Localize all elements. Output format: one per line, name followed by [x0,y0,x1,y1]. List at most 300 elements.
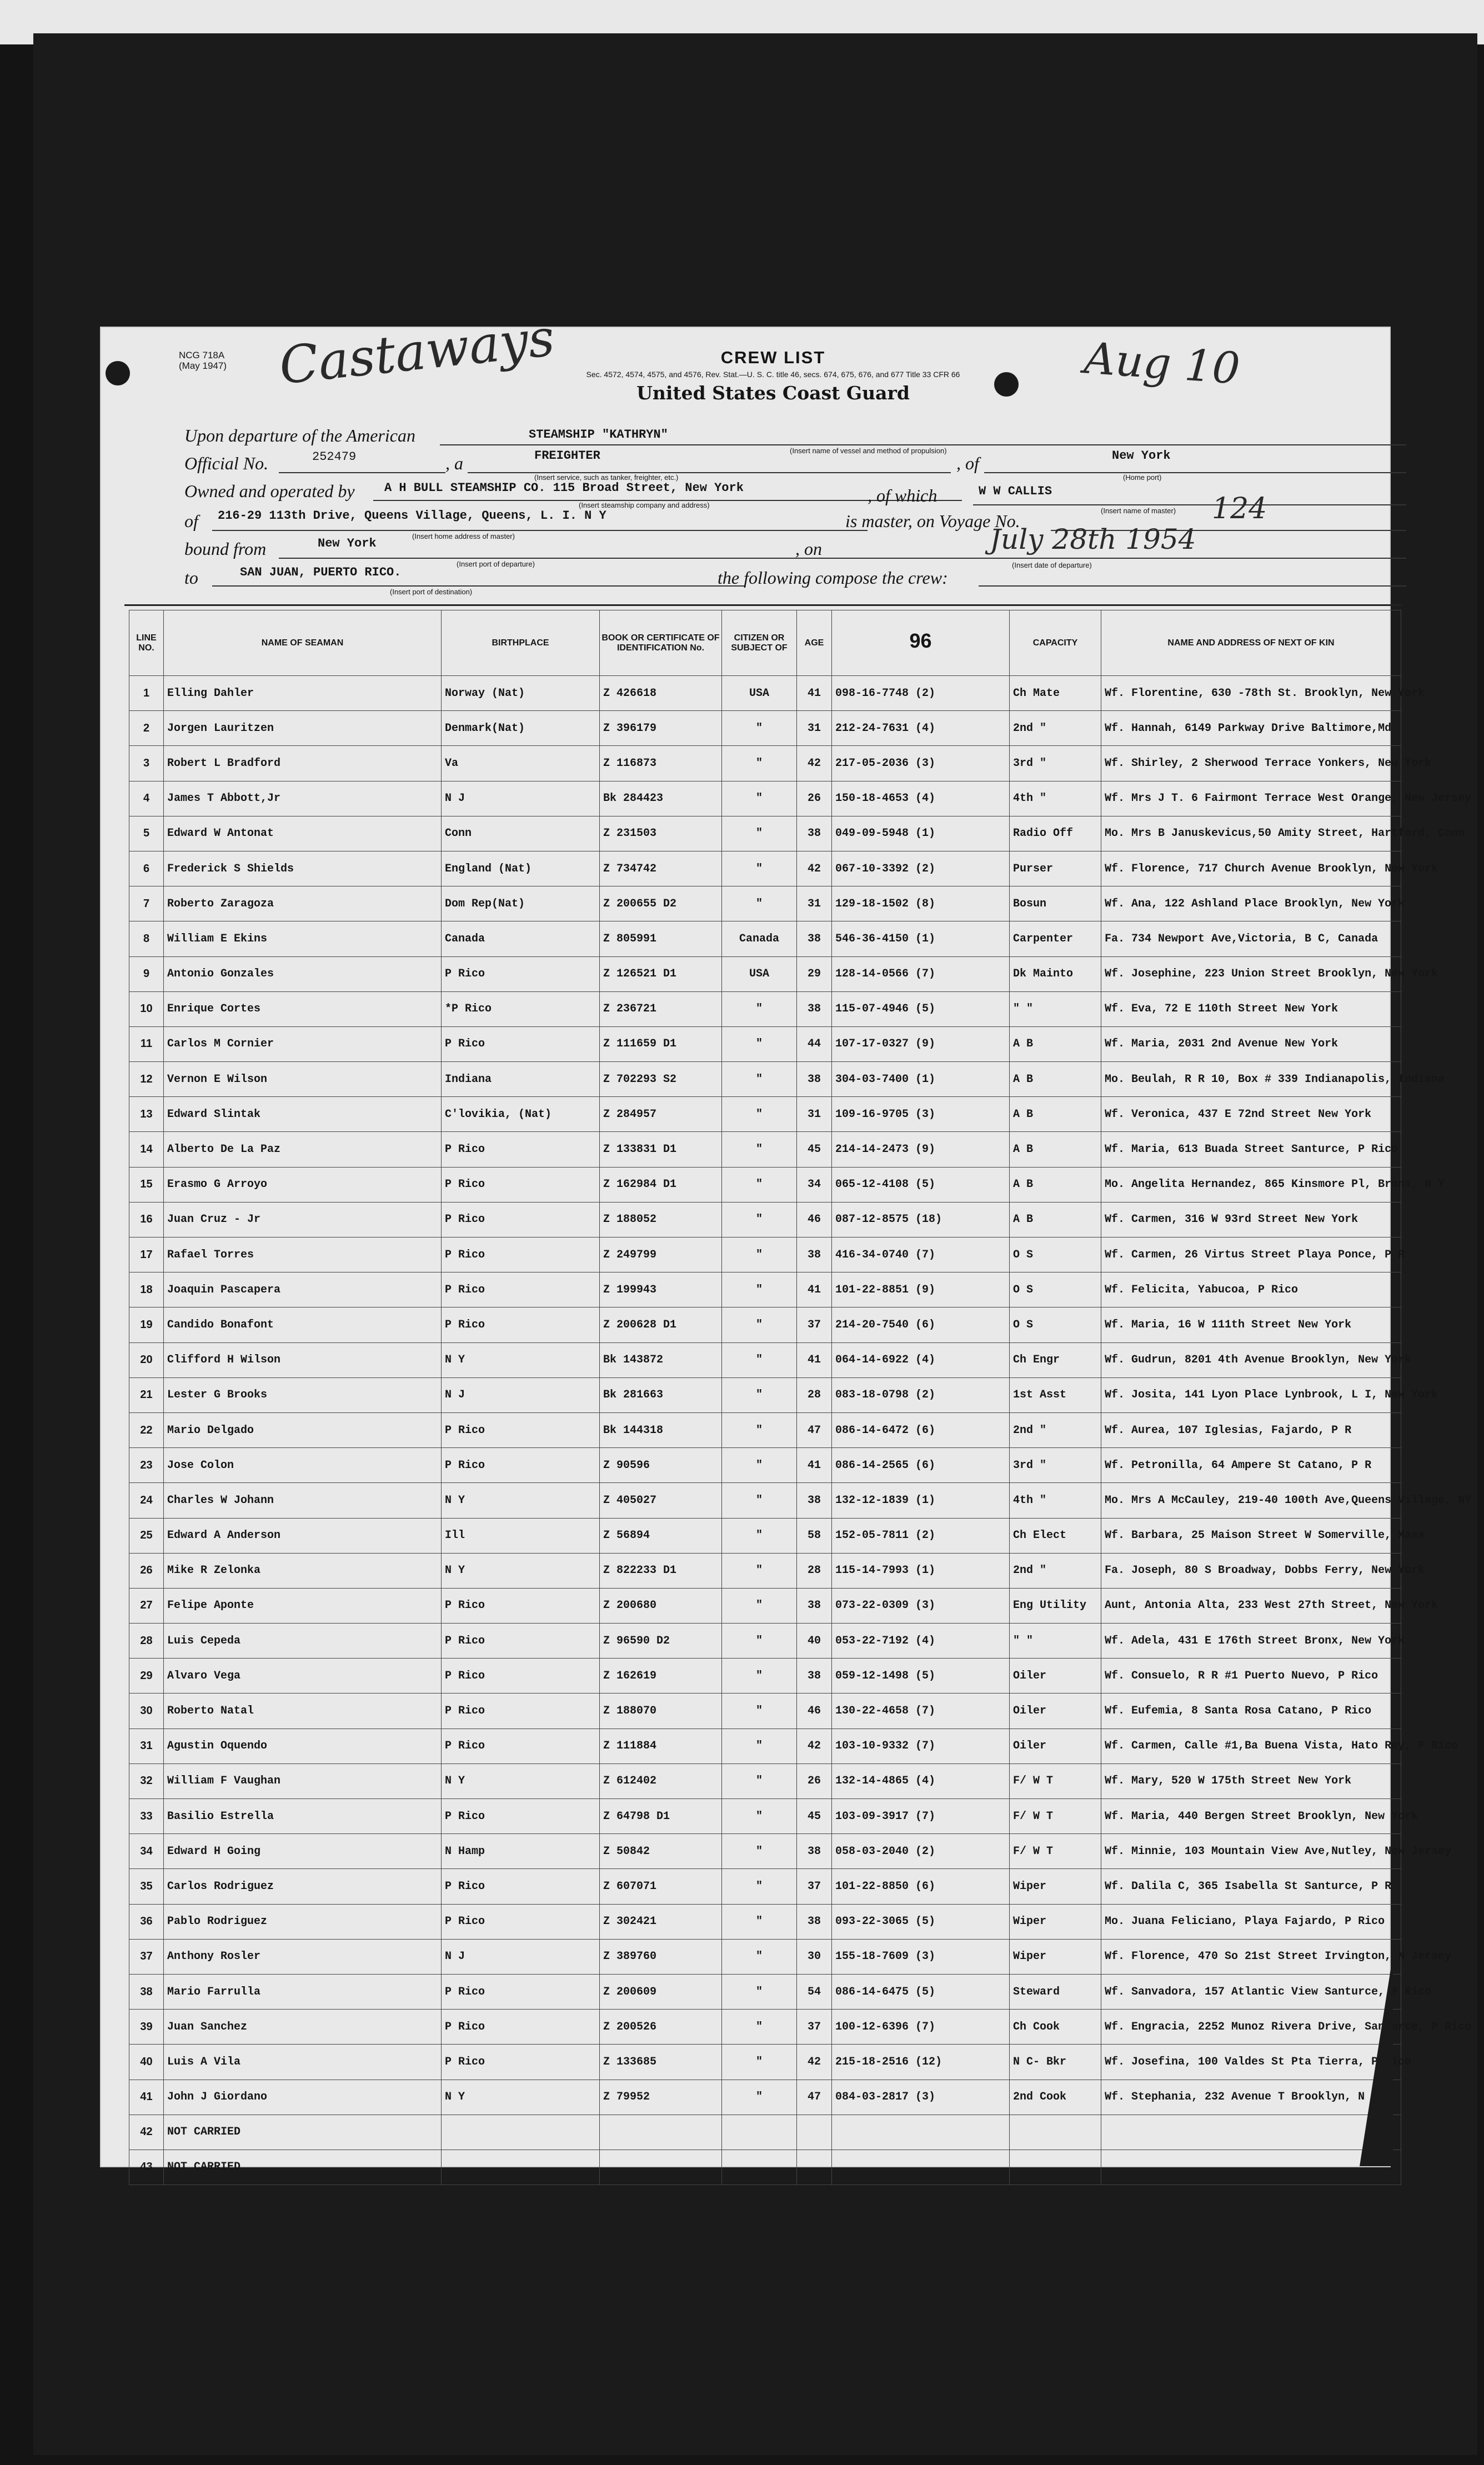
table-row [129,2115,1401,2150]
discharge-number: 152-05-7811 (2) [832,1518,1010,1553]
certificate-number: Z 200526 [600,2010,722,2045]
capacity: Purser [1010,851,1101,886]
line-number: 11 [129,1026,164,1061]
table-row [129,956,1401,991]
discharge-number: 101-22-8851 (9) [832,1272,1010,1307]
discharge-number: 109-16-9705 (3) [832,1097,1010,1132]
col-name: NAME OF SEAMAN [164,610,442,676]
age: 37 [797,1307,832,1342]
next-of-kin: Wf. Maria, 2031 2nd Avenue New York [1101,1026,1401,1061]
capacity: Ch Cook [1010,2010,1101,2045]
certificate-number: Z 607071 [600,1869,722,1904]
table-row [129,711,1401,746]
discharge-number: 107-17-0327 (9) [832,1026,1010,1061]
seaman-name: Luis Cepeda [164,1624,442,1659]
citizenship: " [722,1659,797,1694]
certificate-number: Z 426618 [600,676,722,711]
table-row [129,1659,1401,1694]
age: 26 [797,781,832,816]
birthplace: N J [442,1377,600,1412]
table-header-row [129,610,1401,676]
age: 38 [797,1237,832,1272]
citizenship [722,2115,797,2150]
line-number: 42 [129,2115,164,2150]
capacity: Carpenter [1010,921,1101,956]
age [797,2150,832,2185]
citizenship: " [722,1553,797,1588]
line-number: 4 [129,781,164,816]
certificate-number: Bk 281663 [600,1377,722,1412]
capacity: Oiler [1010,1659,1101,1694]
seaman-name: Luis A Vila [164,2045,442,2080]
vessel-name: STEAMSHIP "KATHRYN" [529,428,668,442]
line-number: 14 [129,1132,164,1167]
certificate-number: Z 200628 D1 [600,1307,722,1342]
col-discharge [832,610,1010,676]
next-of-kin: Mo. Juana Feliciano, Playa Fajardo, P Rico [1101,1904,1401,1939]
capacity: Wiper [1010,1869,1101,1904]
seaman-name: Carlos Rodriguez [164,1869,442,1904]
birthplace: P Rico [442,1659,600,1694]
citizenship: " [722,1694,797,1728]
certificate-number: Z 126521 D1 [600,956,722,991]
seaman-name: Juan Sanchez [164,2010,442,2045]
birthplace: P Rico [442,1307,600,1342]
next-of-kin: Wf. Shirley, 2 Sherwood Terrace Yonkers, New York [1101,746,1401,781]
next-of-kin: Wf. Sanvadora, 157 Atlantic View Santurce, P Rico [1101,1974,1401,2009]
discharge-number [832,2150,1010,2185]
seaman-name: Joaquin Pascapera [164,1272,442,1307]
next-of-kin: Wf. Josita, 141 Lyon Place Lynbrook, L I, New York [1101,1377,1401,1412]
capacity: Ch Elect [1010,1518,1101,1553]
birthplace: Va [442,746,600,781]
next-of-kin: Wf. Mary, 520 W 175th Street New York [1101,1763,1401,1798]
seaman-name: Edward W Antonat [164,816,442,851]
line-number: 26 [129,1553,164,1588]
table-row [129,1202,1401,1237]
seaman-name: Juan Cruz - Jr [164,1202,442,1237]
line-number: 12 [129,1062,164,1097]
next-of-kin: Mo. Angelita Hernandez, 865 Kinsmore Pl, Bronx, N Y [1101,1167,1401,1202]
birthplace: N Y [442,1342,600,1377]
certificate-number: Z 612402 [600,1763,722,1798]
age: 31 [797,886,832,921]
line-number: 22 [129,1412,164,1447]
table-row [129,1728,1401,1763]
form-title: CREW LIST [720,348,826,367]
age: 47 [797,1412,832,1447]
birthplace: *P Rico [442,991,600,1026]
age: 38 [797,1062,832,1097]
seaman-name: Felipe Aponte [164,1588,442,1623]
next-of-kin: Fa. 734 Newport Ave,Victoria, B C, Canada [1101,921,1401,956]
capacity: Ch Mate [1010,676,1101,711]
table-row [129,1763,1401,1798]
certificate-number: Z 188052 [600,1202,722,1237]
birthplace: P Rico [442,1694,600,1728]
next-of-kin: Mo. Mrs A McCauley, 219-40 100th Ave,Queens Village, NY [1101,1483,1401,1518]
capacity: Wiper [1010,1904,1101,1939]
col-birthplace: BIRTHPLACE [442,610,600,676]
discharge-number: 086-14-2565 (6) [832,1448,1010,1483]
citizenship: " [722,1272,797,1307]
table-row [129,781,1401,816]
age: 54 [797,1974,832,2009]
discharge-number: 101-22-8850 (6) [832,1869,1010,1904]
seaman-name: Enrique Cortes [164,991,442,1026]
table-row [129,1342,1401,1377]
birthplace: P Rico [442,1272,600,1307]
certificate-number: Z 133831 D1 [600,1132,722,1167]
table-row [129,2010,1401,2045]
certificate-number: Z 188070 [600,1694,722,1728]
line-number: 20 [129,1342,164,1377]
age: 29 [797,956,832,991]
discharge-number: 304-03-7400 (1) [832,1062,1010,1097]
age: 41 [797,1272,832,1307]
next-of-kin: Wf. Maria, 440 Bergen Street Brooklyn, New York [1101,1799,1401,1834]
line-number: 29 [129,1659,164,1694]
capacity: Eng Utility [1010,1588,1101,1623]
age: 44 [797,1026,832,1061]
table-row [129,746,1401,781]
certificate-number: Bk 144318 [600,1412,722,1447]
punch-hole-left [106,361,130,385]
capacity [1010,2115,1101,2150]
crew-table [129,610,1472,2185]
birthplace: P Rico [442,1588,600,1623]
table-row [129,991,1401,1026]
seaman-name: Edward Slintak [164,1097,442,1132]
capacity: 4th " [1010,1483,1101,1518]
birthplace: P Rico [442,1132,600,1167]
birthplace: Dom Rep(Nat) [442,886,600,921]
age: 30 [797,1939,832,1974]
line-number: 8 [129,921,164,956]
master-address: 216-29 113th Drive, Queens Village, Queens, L. I. N Y [218,509,606,523]
next-of-kin: Wf. Josephine, 223 Union Street Brooklyn, New York [1101,956,1401,991]
table-row [129,1483,1401,1518]
citizenship: " [722,2045,797,2080]
line-number: 16 [129,1202,164,1237]
crew-count: 96 [909,629,932,652]
discharge-number: 084-03-2817 (3) [832,2080,1010,2115]
certificate-number: Z 116873 [600,746,722,781]
certificate-number: Z 236721 [600,991,722,1026]
age: 40 [797,1624,832,1659]
seaman-name: Charles W Johann [164,1483,442,1518]
table-row [129,1869,1401,1904]
col-capacity: CAPACITY [1010,610,1101,676]
capacity: A B [1010,1167,1101,1202]
certificate-number: Bk 143872 [600,1342,722,1377]
table-row [129,1097,1401,1132]
next-of-kin: Wf. Adela, 431 E 176th Street Bronx, New York [1101,1624,1401,1659]
citizenship: " [722,1062,797,1097]
handwritten-note-left: Castaways [276,308,558,396]
next-of-kin: Wf. Engracia, 2252 Munoz Rivera Drive, Santurce, P Rico [1101,2010,1401,2045]
discharge-number: 058-03-2040 (2) [832,1834,1010,1869]
capacity: A B [1010,1062,1101,1097]
citizenship: " [722,1377,797,1412]
discharge-number: 086-14-6472 (6) [832,1412,1010,1447]
citizenship: " [722,1834,797,1869]
discharge-number: 150-18-4653 (4) [832,781,1010,816]
age: 41 [797,1342,832,1377]
line-number: 32 [129,1763,164,1798]
citizenship: USA [722,956,797,991]
table-row [129,886,1401,921]
capacity: Dk Mainto [1010,956,1101,991]
table-row [129,1167,1401,1202]
seaman-name: Clifford H Wilson [164,1342,442,1377]
capacity: Ch Engr [1010,1342,1101,1377]
capacity: Radio Off [1010,816,1101,851]
citizenship: " [722,851,797,886]
seaman-name: William F Vaughan [164,1763,442,1798]
discharge-number: 130-22-4658 (7) [832,1694,1010,1728]
citizenship: " [722,1167,797,1202]
discharge-number: 129-18-1502 (8) [832,886,1010,921]
capacity [1010,2150,1101,2185]
seaman-name: Roberto Natal [164,1694,442,1728]
discharge-number: 065-12-4108 (5) [832,1167,1010,1202]
capacity: O S [1010,1272,1101,1307]
table-row [129,1237,1401,1272]
age: 38 [797,816,832,851]
birthplace: P Rico [442,1624,600,1659]
line-number: 34 [129,1834,164,1869]
line-number: 2 [129,711,164,746]
col-next-of-kin: NAME AND ADDRESS OF NEXT OF KIN [1101,610,1401,676]
discharge-number: 546-36-4150 (1) [832,921,1010,956]
next-of-kin: Wf. Josefina, 100 Valdes St Pta Tierra, P Rico [1101,2045,1401,2080]
next-of-kin: Fa. Joseph, 80 S Broadway, Dobbs Ferry, New York [1101,1553,1401,1588]
next-of-kin: Wf. Carmen, 26 Virtus Street Playa Ponce, P R [1101,1237,1401,1272]
birthplace: P Rico [442,1237,600,1272]
table-row [129,2150,1401,2185]
seaman-name: Jose Colon [164,1448,442,1483]
discharge-number: 087-12-8575 (18) [832,1202,1010,1237]
discharge-number: 098-16-7748 (2) [832,676,1010,711]
birthplace: P Rico [442,1026,600,1061]
capacity: A B [1010,1202,1101,1237]
line-number: 33 [129,1799,164,1834]
age: 38 [797,1483,832,1518]
discharge-number: 214-20-7540 (6) [832,1307,1010,1342]
table-row [129,1026,1401,1061]
table-row [129,1062,1401,1097]
crew-list-form: NCG 718A (May 1947) Castaways Aug 10 CREW LIST Sec. 4572, 4574, 4575, and 4576, Rev. Stat.—U. S. C. title 46, secs. 674, 675, 676, and 677 Title 33 CFR 66 United States Coast Guard Upon departure of the American STEAMSHIP "KATHRYN" (Insert name of vessel and method of propulsion) Official No. 252479 , a FREIGHTER (Insert service, such as tanker, freighter, etc.) , of New York (Home port) Owned and operated by A H BULL STEAMSHIP CO. 115 Broad Street, New York (Insert steamship company and address) , of which W W CALLIS (Insert name of master) of 216-29 113th Drive, Queens Village, Queens, L. I. N Y (Insert home address of master) is master, on Voyage No. 124 bound from New York (Insert port of departure) , on July 28th 1954 (Insert date of departure) to SAN JUAN, PUERTO RICO. (Insert port of destination) the following compose the crew: LINE NO. NAME OF SEAMAN BIRTHPLACE BOOK OR CERTIFICATE OF IDENTIFICATION No. CITIZEN OR SUBJECT OF AGE 96 CAPACITY NAME AND ADDRESS OF NEXT OF KIN 1 Elling Dahler Norway (Nat) Z 426618 USA 41 098-16-7748 (2) Ch Mate Wf. Florentine, 630 -78th St. Brooklyn, New York 2 Jorgen Lauritzen Denmark(Nat) Z 396179 " 31 212-24-7631 (4) 2nd " Wf. Hannah, 6149 Parkway Drive Baltimore,Md 3 Robert L Bradford Va Z 116873 " 42 217-05-2036 (3) 3rd " Wf. Shirley, 2 Sherwood Terrace Yonkers, New York 4 James T Abbott,Jr N J Bk 284423 " 26 150-18-4653 (4) 4th " Wf. Mrs J T. 6 Fairmont Terrace West Orange, New Jersey 5 Edward W Antonat Conn Z 231503 " 38 049-09-5948 (1) Radio Off Mo. Mrs B Januskevicus,50 Amity Street, Hartford, Conn 6 Frederick S Shields England (Nat) Z 734742 " 42 067-10-3392 (2) Purser Wf. Florence, 717 Church Avenue Brooklyn, New York 7 Roberto Zaragoza Dom Rep(Nat) Z 200655 D2 " 31 129-18-1502 (8) Bosun Wf. Ana, 122 Ashland Place Brooklyn, New York 8 William E Ekins Canada Z 805991 Canada 38 546-36-4150 (1) Carpenter Fa. 734 Newport Ave,Victoria, B C, Canada 9 Antonio Gonzales P Rico Z 126521 D1 USA 29 128-14-0566 (7) Dk Mainto Wf. Josephine, 223 Union Street Brooklyn, New York 10 Enrique Cortes *P Rico Z 236721 " 38 115-07-4946 (5) " " Wf. Eva, 72 E 110th Street New York 11 Carlos M Cornier P Rico Z 111659 D1 " 44 107-17-0327 (9) A B Wf. Maria, 2031 2nd Avenue New York 12 Vernon E Wilson Indiana Z 702293 S2 " 38 304-03-7400 (1) A B Mo. Beulah, R R 10, Box # 339 Indianapolis, Indiana 13 Edward Slintak C'lovikia, (Nat) Z 284957 " 31 109-16-9705 (3) A B Wf. Veronica, 437 E 72nd Street New York 14 Alberto De La Paz P Rico Z 133831 D1 " 45 214-14-2473 (9) A B Wf. Maria, 613 Buada Street Santurce, P Rico 15 Erasmo G Arroyo P Rico Z 162984 D1 " 34 065-12-4108 (5) A B Mo. Angelita Hernandez, 865 Kinsmore Pl, Bronx, N Y 16 Juan Cruz - Jr P Rico Z 188052 " 46 087-12-8575 (18) A B Wf. Carmen, 316 W 93rd Street New York 17 Rafael Torres P Rico Z 249799 " 38 416-34-0740 (7) O S Wf. Carmen, 26 Virtus Street Playa Ponce, P R 18 Joaquin Pascapera P Rico Z 199943 " 41 101-22-8851 (9) O S Wf. Felicita, Yabucoa, P Rico 19 Candido Bonafont P Rico Z 200628 D1 " 37 214-20-7540 (6) O S Wf. Maria, 16 W 111th Street New York 20 Clifford H Wilson N Y Bk 143872 " 41 064-14-6922 (4) Ch Engr Wf. Gudrun, 8201 4th Avenue Brooklyn, New York 21 Lester G Brooks N J Bk 281663 " 28 083-18-0798 (2) 1st Asst Wf. Josita, 141 Lyon Place Lynbrook, L I, New York 22 Mario Delgado P Rico Bk 144318 " 47 086-14-6472 (6) 2nd " Wf. Aurea, 107 Iglesias, Fajardo, P R 23 Jose Colon P Rico Z 90596 " 41 086-14-2565 (6) 3rd " Wf. Petronilla, 64 Ampere St Catano, P R 24 Charles W Johann N Y Z 405027 " 38 132-12-1839 (1) 4th " Mo. Mrs A McCauley, 219-40 100th Ave,Queens Village, NY 25 Edward A Anderson Ill Z 56894 " 58 152-05-7811 (2) Ch Elect Wf. Barbara, 25 Maison Street W Somerville, Mass 26 Mike R Zelonka N Y Z 822233 D1 " 28 115-14-7993 (1) 2nd " Fa. Joseph, 80 S Broadway, Dobbs Ferry, New York 27 Felipe Aponte P Rico Z 200680 " 38 073-22-0309 (3) Eng Utility Aunt, Antonia Alta, 233 West 27th Street, New York 28 Luis Cepeda P Rico Z 96590 D2 " 40 053-22-7192 (4) " " Wf. Adela, 431 E 176th Street Bronx, New York 29 Alvaro Vega P Rico Z 162619 " 38 059-12-1498 (5) Oiler Wf. Consuelo, R R #1 Puerto Nuevo, P Rico 30 Roberto Natal P Rico Z 188070 " 46 130-22-4658 (7) Oiler Wf. Eufemia, 8 Santa Rosa Catano, P Rico 31 Agustin Oquendo P Rico Z 111884 " 42 103-10-9332 (7) Oiler Wf. Carmen, Calle #1,Ba Buena Vista, Hato Rey, P Rico 32 William F Vaughan N Y Z 612402 " 26 132-14-4865 (4) F/ W T Wf. Mary, 520 W 175th Street New York 33 Basilio Estrella P Rico Z 64798 D1 " 45 103-09-3917 (7) F/ W T Wf. Maria, 440 Bergen Street Brooklyn, New York 34 Edward H Going N Hamp Z 50842 " 38 058-03-2040 (2) F/ W T Wf. Minnie, 103 Mountain View Ave,Nutley, New Jersey 35 Carlos Rodriguez P Rico Z 607071 " 37 101-22-8850 (6) Wiper Wf. Dalila C, 365 Isabella St Santurce, P R 36 Pablo Rodriguez P Rico Z 302421 " 38 093-22-3065 (5) Wiper Mo. Juana Feliciano, Playa Fajardo, P Rico 37 Anthony Rosler N J Z 389760 " 30 155-18-7609 (3) Wiper Wf. Florence, 470 So 21st Street Irvington, N Jersey 38 Mario Farrulla P Rico Z 200609 " 54 086-14-6475 (5) Steward Wf. Sanvadora, 157 Atlantic View Santurce, P Rico 39 Juan Sanchez P Rico Z 200526 " 37 100-12-6396 (7) Ch Cook Wf. Engracia, 2252 Munoz Rivera Drive, Santurce, P Rico 40 Luis A Vila P Rico Z 133685 " 42 215-18-2516 (12) N C- Bkr Wf. Josefina, 100 Valdes St Pta Tierra, P Rico 41 John J Giordano N Y Z 79952 " 47 084-03-2817 (3) 2nd Cook Wf. Stephania, 232 Avenue T Brooklyn, N Y 42 NOT CARRIED 43 NOT CARRIED [101,328,1390,2166]
next-of-kin: Wf. Carmen, 316 W 93rd Street New York [1101,1202,1401,1237]
table-row [129,1412,1401,1447]
table-row [129,1272,1401,1307]
birthplace: P Rico [442,1448,600,1483]
owner: A H BULL STEAMSHIP CO. 115 Broad Street, New York [384,481,744,495]
certificate-number: Z 249799 [600,1237,722,1272]
birthplace: N J [442,1939,600,1974]
capacity: 1st Asst [1010,1377,1101,1412]
line-number: 38 [129,1974,164,2009]
certificate-number [600,2115,722,2150]
discharge-number: 217-05-2036 (3) [832,746,1010,781]
age: 42 [797,746,832,781]
certificate-number: Z 111659 D1 [600,1026,722,1061]
citizenship: " [722,1799,797,1834]
citizenship: " [722,1412,797,1447]
next-of-kin: Wf. Stephania, 232 Avenue T Brooklyn, N Y [1101,2080,1401,2115]
age: 31 [797,1097,832,1132]
line-number: 39 [129,2010,164,2045]
line-number: 43 [129,2150,164,2185]
citizenship: " [722,1448,797,1483]
crew-table-body [129,676,1472,2185]
birthplace: P Rico [442,1412,600,1447]
discharge-number: 103-09-3917 (7) [832,1799,1010,1834]
age: 37 [797,2010,832,2045]
line-number: 37 [129,1939,164,1974]
certificate-number: Z 56894 [600,1518,722,1553]
age: 42 [797,851,832,886]
torn-corner [1360,1955,1393,2166]
handwritten-note-right: Aug 10 [1082,333,1242,394]
next-of-kin: Wf. Mrs J T. 6 Fairmont Terrace West Orange, New Jersey [1101,781,1401,816]
next-of-kin: Wf. Maria, 16 W 111th Street New York [1101,1307,1401,1342]
discharge-number: 416-34-0740 (7) [832,1237,1010,1272]
capacity: Oiler [1010,1694,1101,1728]
birthplace: N Hamp [442,1834,600,1869]
certificate-number: Bk 284423 [600,781,722,816]
seaman-name: John J Giordano [164,2080,442,2115]
vessel-type: FREIGHTER [534,449,600,463]
line-number: 6 [129,851,164,886]
citizenship: Canada [722,921,797,956]
capacity: " " [1010,991,1101,1026]
next-of-kin: Wf. Dalila C, 365 Isabella St Santurce, P R [1101,1869,1401,1904]
capacity: F/ W T [1010,1763,1101,1798]
citizenship: " [722,1869,797,1904]
certificate-number: Z 96590 D2 [600,1624,722,1659]
birthplace [442,2115,600,2150]
destination-port: SAN JUAN, PUERTO RICO. [240,565,402,579]
line-number: 19 [129,1307,164,1342]
age: 38 [797,921,832,956]
next-of-kin [1101,2150,1401,2185]
table-row [129,1624,1401,1659]
age: 38 [797,1588,832,1623]
table-row [129,1307,1401,1342]
discharge-number: 086-14-6475 (5) [832,1974,1010,2009]
birthplace: P Rico [442,1799,600,1834]
next-of-kin: Wf. Minnie, 103 Mountain View Ave,Nutley, New Jersey [1101,1834,1401,1869]
capacity: 2nd " [1010,1412,1101,1447]
certificate-number: Z 805991 [600,921,722,956]
line-number: 31 [129,1728,164,1763]
line-number: 21 [129,1377,164,1412]
certificate-number: Z 734742 [600,851,722,886]
certificate-number: Z 79952 [600,2080,722,2115]
discharge-number: 093-22-3065 (5) [832,1904,1010,1939]
citizenship: " [722,1307,797,1342]
line-number: 10 [129,991,164,1026]
discharge-number: 067-10-3392 (2) [832,851,1010,886]
discharge-number: 049-09-5948 (1) [832,816,1010,851]
next-of-kin: Wf. Maria, 613 Buada Street Santurce, P Rico [1101,1132,1401,1167]
certificate-number: Z 90596 [600,1448,722,1483]
next-of-kin: Wf. Veronica, 437 E 72nd Street New York [1101,1097,1401,1132]
birthplace: Indiana [442,1062,600,1097]
citizenship: " [722,1974,797,2009]
age: 26 [797,1763,832,1798]
certificate-number: Z 405027 [600,1483,722,1518]
capacity: A B [1010,1097,1101,1132]
age: 38 [797,991,832,1026]
certificate-number: Z 389760 [600,1939,722,1974]
seaman-name: Edward A Anderson [164,1518,442,1553]
capacity: Wiper [1010,1939,1101,1974]
age [797,2115,832,2150]
age: 38 [797,1904,832,1939]
age: 58 [797,1518,832,1553]
departure-date: July 28th 1954 [990,523,1196,555]
next-of-kin: Wf. Hannah, 6149 Parkway Drive Baltimore,Md [1101,711,1401,746]
citizenship: " [722,1202,797,1237]
certificate-number: Z 50842 [600,1834,722,1869]
line-number: 23 [129,1448,164,1483]
table-row [129,1448,1401,1483]
table-row [129,2045,1401,2080]
home-port: New York [1112,449,1171,463]
table-row [129,1939,1401,1974]
age: 28 [797,1553,832,1588]
form-title-block [523,348,1023,404]
birthplace: Ill [442,1518,600,1553]
birthplace: Denmark(Nat) [442,711,600,746]
next-of-kin: Wf. Petronilla, 64 Ampere St Catano, P R [1101,1448,1401,1483]
seaman-name: Alberto De La Paz [164,1132,442,1167]
birthplace: N Y [442,1763,600,1798]
capacity: 3rd " [1010,746,1101,781]
age: 38 [797,1659,832,1694]
departure-port: New York [318,537,377,550]
table-row [129,1588,1401,1623]
seaman-name: Basilio Estrella [164,1799,442,1834]
table-row [129,1974,1401,2009]
capacity: Bosun [1010,886,1101,921]
next-of-kin: Mo. Mrs B Januskevicus,50 Amity Street, Hartford, Conn [1101,816,1401,851]
citizenship: " [722,816,797,851]
citizenship: " [722,746,797,781]
citizenship: " [722,1939,797,1974]
line-number: 13 [129,1097,164,1132]
seaman-name: NOT CARRIED [164,2150,442,2185]
birthplace: C'lovikia, (Nat) [442,1097,600,1132]
seaman-name: Mario Delgado [164,1412,442,1447]
table-row [129,851,1401,886]
certificate-number: Z 162619 [600,1659,722,1694]
citizenship: " [722,1904,797,1939]
discharge-number: 132-14-4865 (4) [832,1763,1010,1798]
discharge-number: 214-14-2473 (9) [832,1132,1010,1167]
next-of-kin: Wf. Aurea, 107 Iglesias, Fajardo, P R [1101,1412,1401,1447]
age: 31 [797,711,832,746]
next-of-kin: Wf. Ana, 122 Ashland Place Brooklyn, New York [1101,886,1401,921]
capacity: 4th " [1010,781,1101,816]
certificate-number: Z 200680 [600,1588,722,1623]
capacity: F/ W T [1010,1799,1101,1834]
line-number: 40 [129,2045,164,2080]
line-number: 15 [129,1167,164,1202]
